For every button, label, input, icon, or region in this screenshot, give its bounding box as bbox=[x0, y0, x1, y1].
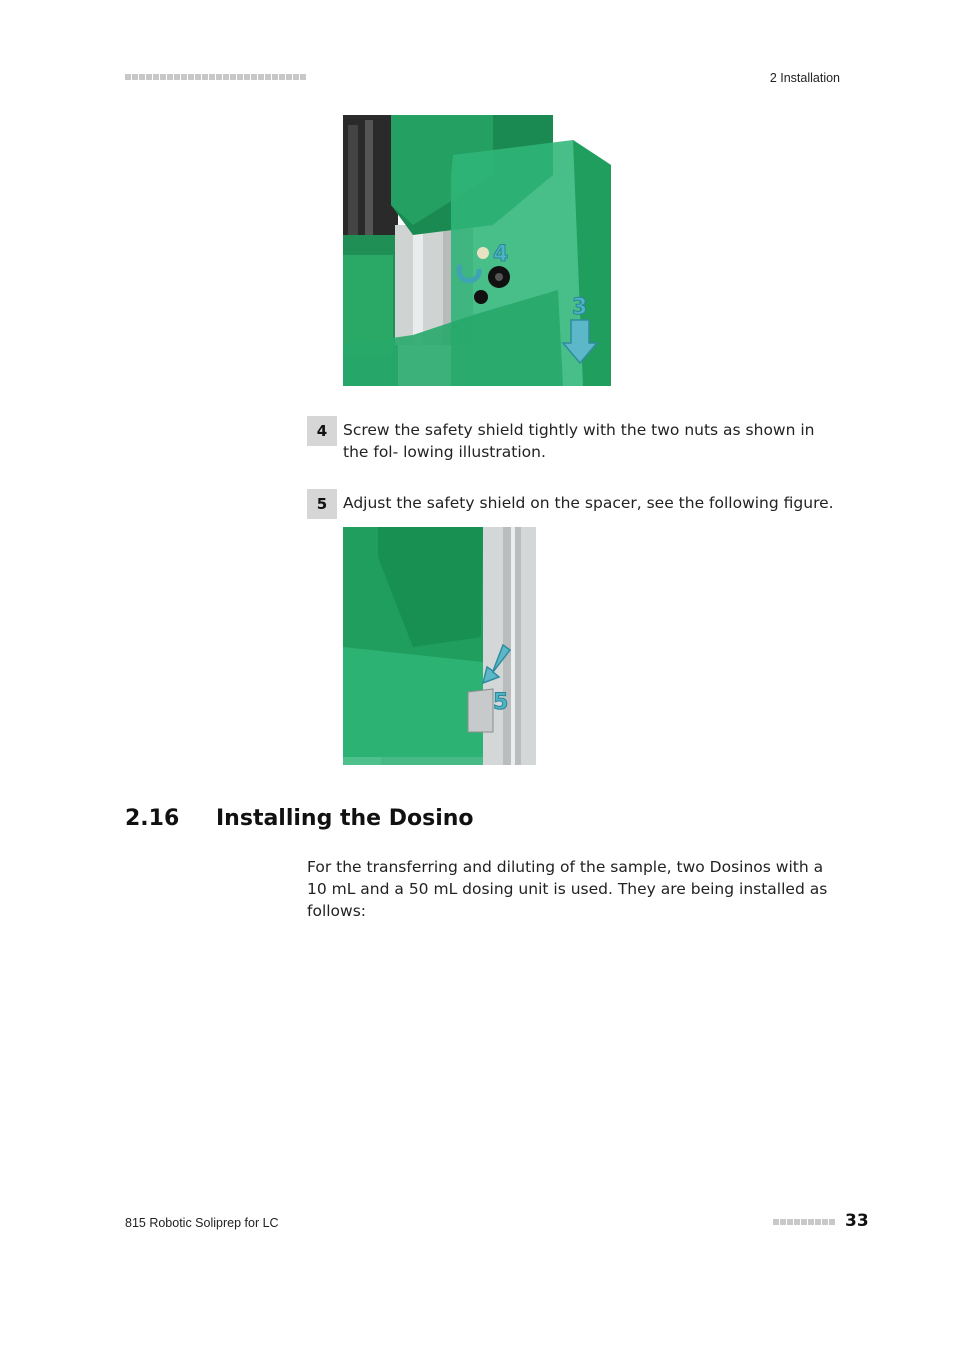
page-number: 33 bbox=[845, 1211, 869, 1231]
footer-product-name: 815 Robotic Soliprep for LC bbox=[125, 1216, 279, 1230]
footer-decoration bbox=[773, 1219, 835, 1225]
step-4-text: Screw the safety shield tightly with the two nuts as shown in the fol- lowing illustration. bbox=[343, 421, 815, 461]
header-decoration bbox=[125, 74, 306, 80]
callout-3: 3 bbox=[572, 295, 588, 320]
body-paragraph: For the transferring and diluting of the sample, two Dosinos with a 10 mL and a 50 mL dosing unit is used. They are being installed as follows: bbox=[307, 858, 828, 920]
figure-safety-shield-screw bbox=[343, 115, 611, 386]
running-header: 2 Installation bbox=[769, 71, 840, 85]
callout-4: 4 bbox=[493, 242, 509, 267]
section-title: Installing the Dosino bbox=[216, 806, 474, 831]
step-5-text: Adjust the safety shield on the spacer, see the following figure. bbox=[343, 494, 834, 512]
callout-5: 5 bbox=[493, 690, 509, 715]
step-4-number: 4 bbox=[307, 416, 337, 446]
section-number: 2.16 bbox=[125, 806, 180, 831]
figure-safety-shield-spacer bbox=[343, 527, 536, 765]
step-5-number: 5 bbox=[307, 489, 337, 519]
